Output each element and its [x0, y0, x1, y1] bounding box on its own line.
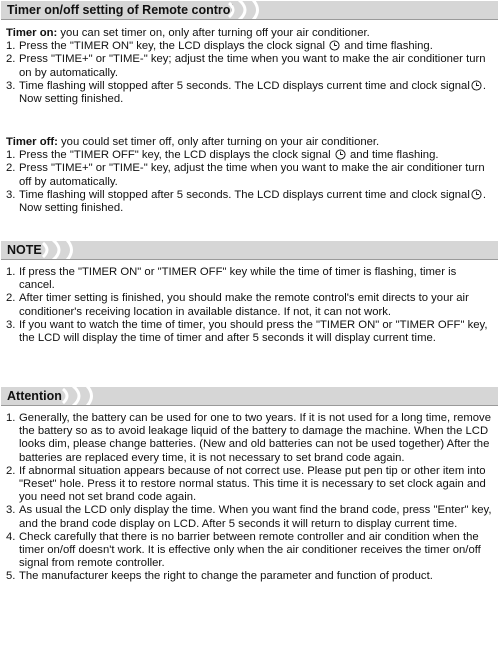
- attention-item: [6, 531, 494, 571]
- timer-off-step: [6, 189, 494, 215]
- item-text: If you want to watch the time of timer, you should press the "TIMER ON" or "TIMER OFF" key, the LCD will display the time of timer and after 5 seconds it will display current time.: [19, 318, 488, 345]
- signal-waves-icon: [37, 241, 97, 260]
- item-number: 3.: [6, 504, 16, 517]
- item-text: Generally, the battery can be used for one to two years. If it is not used for a long time, remove the battery so as to avoid leakage liquid of the battery to damage the machine. When the LCD looks dim, please change batteries. (New and old batteries can not be used together) After the batteries are replaced every time, it is not necessary to set brand code again.: [19, 412, 491, 464]
- timer-on-label: Timer on:: [6, 27, 58, 39]
- step-text: Press "TIME+" or "TIME-" key, adjust the time when you want to make the air conditioner turn off by automatically.: [19, 162, 485, 188]
- clock-icon: [471, 189, 482, 200]
- attention-block: [6, 412, 494, 584]
- step-text: Press the "TIMER OFF" key, the LCD displays the clock signal: [19, 149, 334, 162]
- timer-on-intro-text: you can set timer on, only after turning off your air conditioner.: [57, 27, 370, 39]
- attention-item: [6, 504, 494, 530]
- item-number: 3.: [6, 318, 16, 331]
- signal-waves-icon: [223, 1, 283, 20]
- timer-off-block: [6, 136, 494, 215]
- step-text-end: . Now setting finished.: [19, 188, 486, 215]
- item-number: 1.: [6, 412, 16, 424]
- attention-item: [6, 570, 494, 583]
- step-text-end: . Now setting finished.: [19, 79, 486, 106]
- step-text-end: and time flashing.: [346, 149, 439, 162]
- note-section-header: [1, 241, 498, 260]
- step-number: 3.: [6, 79, 16, 92]
- timer-off-intro: [6, 136, 494, 149]
- attention-item: [6, 465, 494, 505]
- timer-section-header: [1, 1, 498, 20]
- step-number: 2.: [6, 53, 16, 66]
- item-text: As usual the LCD only display the time. When you want find the brand code, press "Enter" key, and the brand code display on LCD. After 5 seconds it will return to display current time.: [19, 504, 492, 530]
- step-text: Press the "TIMER ON" key, the LCD displays the clock signal: [19, 40, 329, 53]
- timer-on-step: [6, 80, 494, 106]
- timer-section-title: Timer on/off setting of Remote control: [7, 3, 234, 17]
- item-text: The manufacturer keeps the right to change the parameter and function of product.: [19, 570, 433, 583]
- item-text: If abnormal situation appears because of not correct use. Please put pen tip or other item into "Reset" hole. Press it to restore normal status. This time it is necessary to set clock again and you need not set brand code again.: [19, 464, 486, 504]
- item-text: After timer setting is finished, you should make the remote control's emit directs to your air conditioner's receiving location in available distance. If not, it can not work.: [19, 292, 469, 318]
- timer-off-step: [6, 162, 494, 188]
- item-number: 1.: [6, 266, 16, 278]
- clock-icon: [471, 80, 482, 91]
- item-text: Check carefully that there is no barrier between remote controller and air condition when the timer on/off doesn't work. It is effective only when the air conditioner receives the timer on/off signal from remote controller.: [19, 530, 481, 570]
- step-text: Time flashing will stopped after 5 seconds. The LCD displays current time and clock signal: [19, 188, 470, 201]
- step-text-end: and time flashing.: [341, 40, 433, 53]
- item-number: 2.: [6, 292, 16, 305]
- timer-on-step: [6, 53, 494, 79]
- item-number: 4.: [6, 530, 16, 543]
- note-section-title: NOTE: [7, 243, 42, 257]
- note-item: [6, 319, 494, 345]
- clock-icon: [329, 40, 340, 51]
- note-item: [6, 266, 494, 292]
- item-number: 5.: [6, 570, 16, 583]
- note-block: [6, 266, 494, 345]
- timer-on-intro: [6, 27, 494, 40]
- note-item: [6, 292, 494, 318]
- step-text: Time flashing will stopped after 5 seconds. The LCD displays current time and clock signal: [19, 79, 470, 92]
- clock-icon: [335, 149, 346, 160]
- timer-off-label: Timer off:: [6, 136, 58, 148]
- attention-item: [6, 412, 494, 465]
- step-number: 2.: [6, 162, 16, 175]
- signal-waves-icon: [57, 387, 117, 406]
- step-number: 1.: [6, 40, 16, 53]
- timer-off-intro-text: you could set timer off, only after turning on your air conditioner.: [57, 136, 380, 148]
- step-text: Press "TIME+" or "TIME-" key; adjust the time when you want to make the air conditioner turn on by automatically.: [19, 53, 486, 79]
- step-number: 1.: [6, 149, 16, 162]
- item-number: 2.: [6, 464, 16, 477]
- timer-off-step: [6, 149, 494, 162]
- attention-section-title: Attention: [7, 389, 62, 403]
- timer-on-step: [6, 40, 494, 53]
- item-text: If press the "TIMER ON" or "TIMER OFF" key while the time of timer is flashing, timer is cancel.: [19, 266, 457, 292]
- timer-on-block: [6, 27, 494, 106]
- attention-section-header: [1, 387, 498, 406]
- step-number: 3.: [6, 188, 16, 201]
